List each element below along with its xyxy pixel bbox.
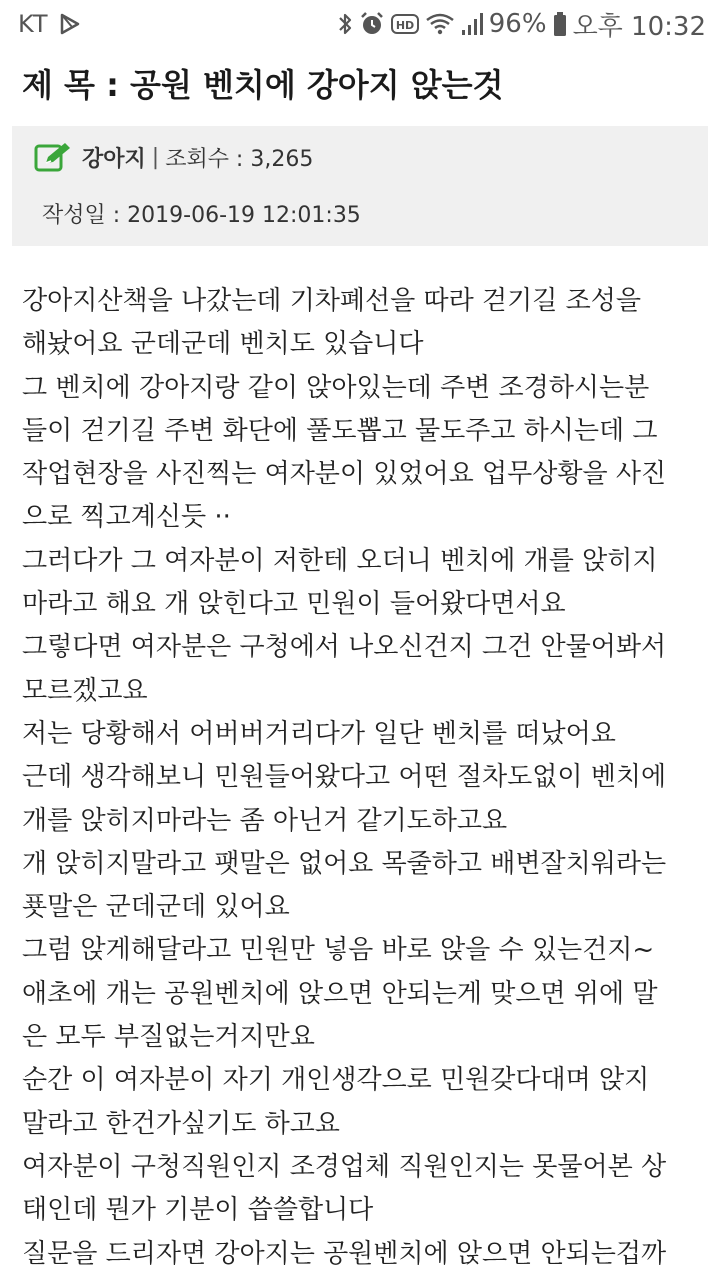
body-line: 질문을 드리자면 강아지는 공원벤치에 앉으면 안되는겁까: [22, 1238, 667, 1269]
body-line: 개 앉히지말라고 팻말은 없어요 목줄하고 배변잘치워라는: [22, 848, 667, 879]
body-line: 여자분이 구청직원인지 조경업체 직원인지는 못물어본 상: [22, 1151, 667, 1182]
clock: 오후 10:32: [572, 11, 706, 42]
body-line: 푯말은 군데군데 있어요: [22, 892, 290, 923]
body-line: 저는 당황해서 어버버거리다가 일단 벤치를 떠났어요: [22, 718, 616, 749]
post-meta: [12, 126, 708, 246]
body-line: 해놨어요 군데군데 벤치도 있습니다: [22, 329, 424, 360]
signal-icon: [461, 12, 483, 36]
body-line: 강아지산책을 나갔는데 기차폐선을 따라 걷기길 조성을: [22, 286, 641, 316]
body-line: 으로 찍고계신듯 ··: [22, 502, 231, 533]
status-right: [337, 6, 706, 43]
body-line: 은 모두 부질없는거지만요: [22, 1022, 315, 1053]
body-line: 그러다가 그 여자분이 저한테 오더니 벤치에 개를 앉히지: [22, 545, 658, 576]
status-bar: [0, 0, 720, 48]
alarm-icon: [359, 11, 385, 37]
post-body: [22, 280, 702, 1276]
body-line: 그 벤치에 강아지랑 같이 앉아있는데 주변 조경하시는분: [22, 372, 650, 403]
post-date: 작성일 : 2019-06-19 12:01:35: [42, 203, 361, 228]
carrier-label: KT: [18, 10, 49, 38]
body-line: 개를 앉히지마라는 좀 아닌거 같기도하고요: [22, 805, 508, 836]
battery-icon: [553, 11, 567, 37]
body-line: 마라고 해요 개 앉힌다고 민원이 들어왔다면서요: [22, 589, 566, 620]
bluetooth-icon: [337, 11, 353, 37]
body-line: 들이 걷기길 주변 화단에 풀도뽑고 물도주고 하시는데 그: [22, 415, 658, 446]
play-store-icon: [59, 13, 81, 35]
svg-text:HD: HD: [395, 19, 414, 32]
hd-icon: [391, 13, 419, 35]
view-count: 조회수 : 3,265: [165, 146, 314, 172]
body-line: 말라고 한건가싶기도 하고요: [22, 1108, 340, 1139]
meta-separator: |: [151, 144, 160, 170]
body-line: 작업현장을 사진찍는 여자분이 있었어요 업무상황을 사진: [22, 459, 667, 490]
status-left: [18, 10, 81, 38]
author-name[interactable]: 강아지: [82, 146, 146, 172]
body-line: 애초에 개는 공원벤치에 앉으면 안되는게 맞으면 위에 말: [22, 978, 658, 1009]
page-title: 제 목 : 공원 벤치에 강아지 앉는것: [22, 66, 504, 104]
body-line: 모르겠고요: [22, 675, 148, 706]
body-line: 그렇다면 여자분은 구청에서 나오신건지 그건 안물어봐서: [22, 632, 667, 663]
body-line: 그럼 앉게해달라고 민원만 넣음 바로 앉을 수 있는건지~: [22, 935, 655, 966]
body-line: 근데 생각해보니 민원들어왔다고 어떤 절차도없이 벤치에: [22, 762, 667, 793]
wifi-icon: [425, 12, 455, 36]
body-line: 순간 이 여자분이 자기 개인생각으로 민원갖다대며 앉지: [22, 1065, 650, 1096]
body-line: 태인데 뭔가 기분이 씁쓸합니다: [22, 1195, 374, 1226]
author-line: [34, 141, 313, 173]
battery-percent: 96%: [488, 9, 547, 39]
edit-icon: [34, 141, 74, 173]
